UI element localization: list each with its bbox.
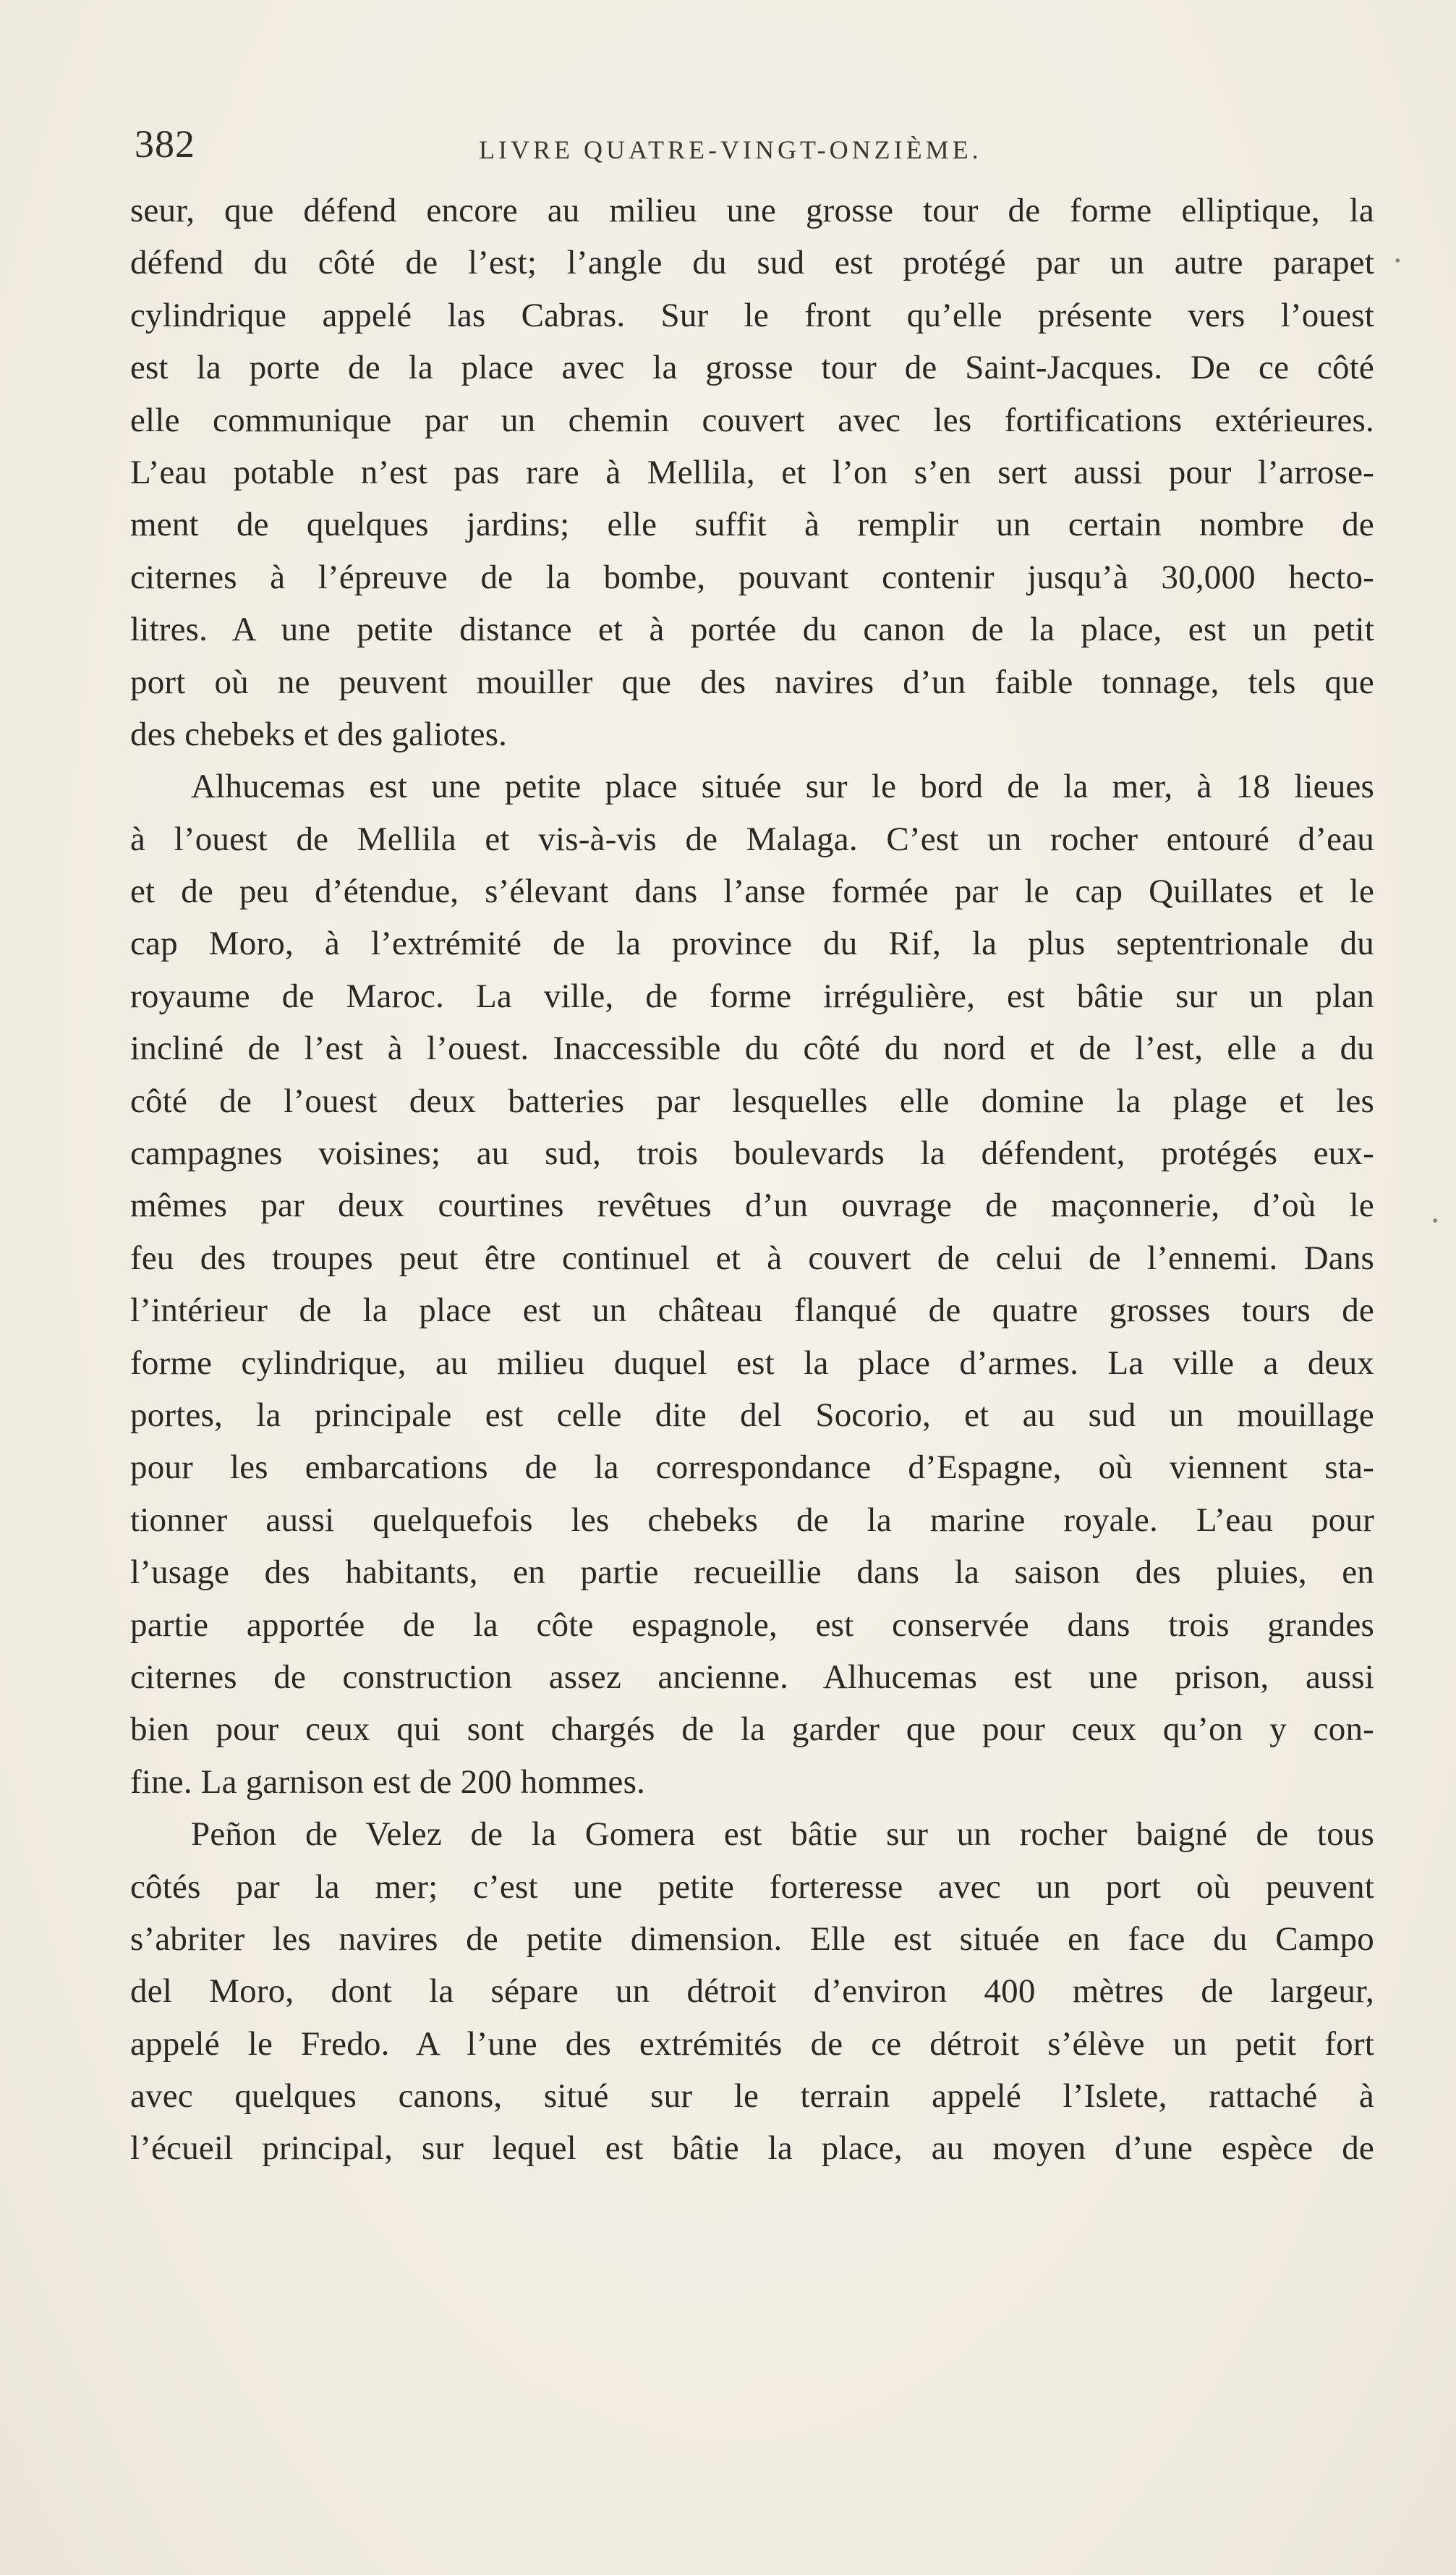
text-line: forme cylindrique, au milieu duquel est la place d’armes. La ville a deux [130,1344,1374,1382]
margin-mark: • [1432,1212,1439,1231]
text-line: feu des troupes peut être continuel et à couvert de celui de l’ennemi. Dans [130,1239,1374,1277]
text-line: elle communique par un chemin couvert avec les fortifications extérieures. [130,401,1374,439]
text-line: Peñon de Velez de la Gomera est bâtie sur un rocher baigné de tous [191,1815,1374,1854]
text-line: royaume de Maroc. La ville, de forme irrégulière, est bâtie sur un plan [130,977,1374,1015]
text-line: del Moro, dont la sépare un détroit d’environ 400 mètres de largeur, [130,1972,1374,2011]
text-line: et de peu d’étendue, s’élevant dans l’anse formée par le cap Quillates et le [130,873,1374,911]
text-line: cylindrique appelé las Cabras. Sur le front qu’elle présente vers l’ouest [130,296,1374,334]
text-line: citernes de construction assez ancienne. Alhucemas est une prison, aussi [130,1658,1374,1696]
text-line: cap Moro, à l’extrémité de la province du Rif, la plus septentrionale du [130,925,1374,963]
text-line: à l’ouest de Mellila et vis-à-vis de Malaga. C’est un rocher entouré d’eau [130,820,1374,858]
text-line: bien pour ceux qui sont chargés de la garder que pour ceux qu’on y con- [130,1710,1374,1749]
text-line: l’écueil principal, sur lequel est bâtie la place, au moyen d’une espèce de [130,2129,1374,2168]
text-line: avec quelques canons, situé sur le terrain appelé l’Islete, rattaché à [130,2077,1374,2116]
text-line: côté de l’ouest deux batteries par lesquelles elle domine la plage et les [130,1082,1374,1120]
text-line: partie apportée de la côte espagnole, est conservée dans trois grandes [130,1605,1374,1644]
text-line: l’usage des habitants, en partie recueillie dans la saison des pluies, en [130,1553,1374,1592]
running-title: LIVRE QUATRE-VINGT-ONZIÈME. [479,135,982,164]
text-line: port où ne peuvent mouiller que des navires d’un faible tonnage, tels que [130,663,1374,701]
text-line: fine. La garnison est de 200 hommes. [130,1762,646,1801]
margin-mark: • [1395,252,1401,271]
text-line: seur, que défend encore au milieu une grosse tour de forme elliptique, la [130,192,1374,229]
text-line: L’eau potable n’est pas rare à Mellila, et l’on s’en sert aussi pour l’arrose- [130,453,1374,491]
page-number: 382 [135,122,195,166]
text-line: tionner aussi quelquefois les chebeks de la marine royale. L’eau pour [130,1501,1374,1539]
page-header [135,116,1292,174]
text-line: litres. A une petite distance et à portée du canon de la place, est un petit [130,611,1374,649]
text-line: mêmes par deux courtines revêtues d’un ouvrage de maçonnerie, d’où le [130,1187,1374,1225]
text-line: l’intérieur de la place est un château flanqué de quatre grosses tours de [130,1291,1374,1330]
text-line: citernes à l’épreuve de la bombe, pouvant contenir jusqu’à 30,000 hecto- [130,558,1374,596]
text-line: défend du côté de l’est; l’angle du sud est protégé par un autre parapet [130,244,1374,282]
text-line: s’abriter les navires de petite dimension. Elle est située en face du Campo [130,1919,1374,1958]
text-line: côtés par la mer; c’est une petite forteresse avec un port où peuvent [130,1867,1374,1906]
text-line: Alhucemas est une petite place située sur le bord de la mer, à 18 lieues [191,768,1374,806]
text-line: incliné de l’est à l’ouest. Inaccessible du côté du nord et de l’est, elle a du [130,1030,1374,1068]
text-line: pour les embarcations de la correspondance d’Espagne, où viennent sta- [130,1448,1374,1487]
text-line: appelé le Fredo. A l’une des extrémités de ce détroit s’élève un petit fort [130,2024,1374,2063]
body-text [130,184,1374,2175]
text-line: ment de quelques jardins; elle suffit à remplir un certain nombre de [130,506,1374,544]
text-line: est la porte de la place avec la grosse tour de Saint-Jacques. De ce côté [130,349,1374,387]
text-line: campagnes voisines; au sud, trois boulevards la défendent, protégés eux- [130,1134,1374,1173]
text-line: des chebeks et des galiotes. [130,715,508,753]
text-line: portes, la principale est celle dite del Socorio, et au sud un mouillage [130,1396,1374,1434]
